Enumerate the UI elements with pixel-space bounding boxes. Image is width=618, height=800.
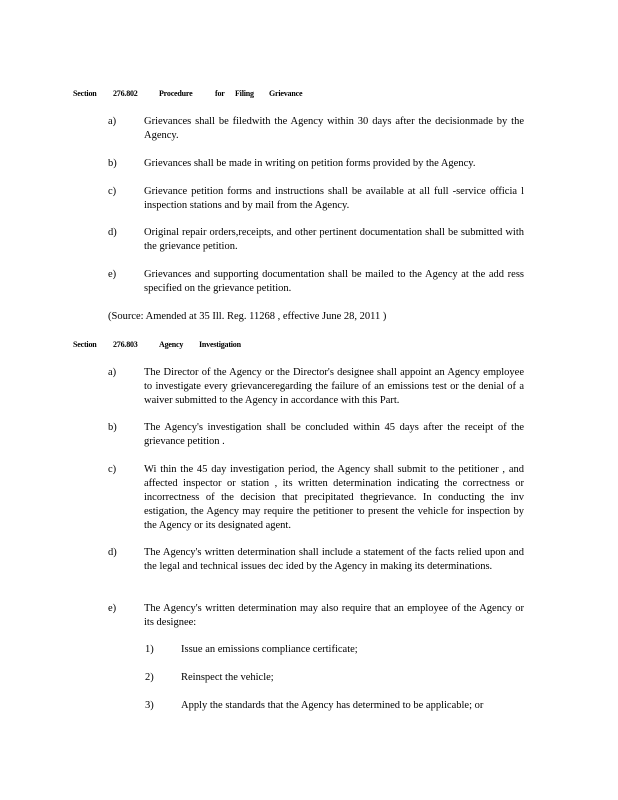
section-title-word: Procedure — [159, 89, 193, 98]
item-label: b) — [108, 158, 117, 169]
item-text: Grievances shall be made in writing on petition forms provided by the Agency. — [144, 158, 476, 169]
section-title-word: Grievance — [269, 89, 303, 98]
item-label: e) — [108, 269, 117, 280]
section-title-word: Filing — [235, 89, 254, 98]
item-label: d) — [108, 547, 117, 558]
item-label: c) — [108, 186, 117, 197]
item-label: c) — [108, 464, 117, 475]
item-text: The Agency's written determination shall include a statement of the facts relied upon and the legal and technical issues dec ided by the Agency in making its determinations. — [144, 547, 524, 572]
section-number: 276.803 — [113, 340, 138, 349]
item-label: d) — [108, 227, 117, 238]
section-label: Section — [73, 89, 97, 98]
section-title-word: for — [215, 89, 225, 98]
item-label: b) — [108, 422, 117, 433]
section-title-word: Investigation — [199, 340, 241, 349]
item-text: The Agency's written determination may also require that an employee of the Agency or its designee: — [144, 603, 524, 628]
subitem-text: Reinspect the vehicle; — [181, 672, 274, 683]
item-text: Grievances shall be filedwith the Agency within 30 days after the decisionmade by the Agency. — [144, 116, 524, 141]
item-text: The Agency's investigation shall be concluded within 45 days after the receipt of the grievance petition . — [144, 422, 524, 447]
item-text: Grievance petition forms and instructions shall be available at all full -service officia l inspection stations and by mail from the Agency. — [144, 186, 524, 211]
subitem-label: 1) — [145, 644, 154, 655]
subitem-text: Apply the standards that the Agency has determined to be applicable; or — [181, 700, 484, 711]
item-text: The Director of the Agency or the Director's designee shall appoint an Agency employee to investigate every grievanceregarding the failure of an emissions test or the denial of a waiver submitted to the Agency in accordance with this Part. — [144, 367, 524, 406]
section-number: 276.802 — [113, 89, 138, 98]
item-label: a) — [108, 116, 117, 127]
item-label: a) — [108, 367, 117, 378]
subitem-label: 2) — [145, 672, 154, 683]
section-title-word: Agency — [159, 340, 184, 349]
item-text: Wi thin the 45 day investigation period, the Agency shall submit to the petitioner , and affected inspector or station , its written determination indicating the correctness or incorrectness of the decision that precipitated thegrievance. In conducting the inv estigation, the Agency may require the petitioner to present the vehicle for inspection by the Agency or its designated agent. — [144, 464, 524, 531]
item-text: Original repair orders,receipts, and other pertinent documentation shall be submitted with the grievance petition. — [144, 227, 524, 252]
subitem-text: Issue an emissions compliance certificate; — [181, 644, 358, 655]
item-label: e) — [108, 603, 117, 614]
subitem-label: 3) — [145, 700, 154, 711]
source-note: (Source: Amended at 35 Ill. Reg. 11268 , effective June 28, 2011 ) — [108, 311, 387, 322]
item-text: Grievances and supporting documentation shall be mailed to the Agency at the add ress specified on the grievance petition. — [144, 269, 524, 294]
section-label: Section — [73, 340, 97, 349]
